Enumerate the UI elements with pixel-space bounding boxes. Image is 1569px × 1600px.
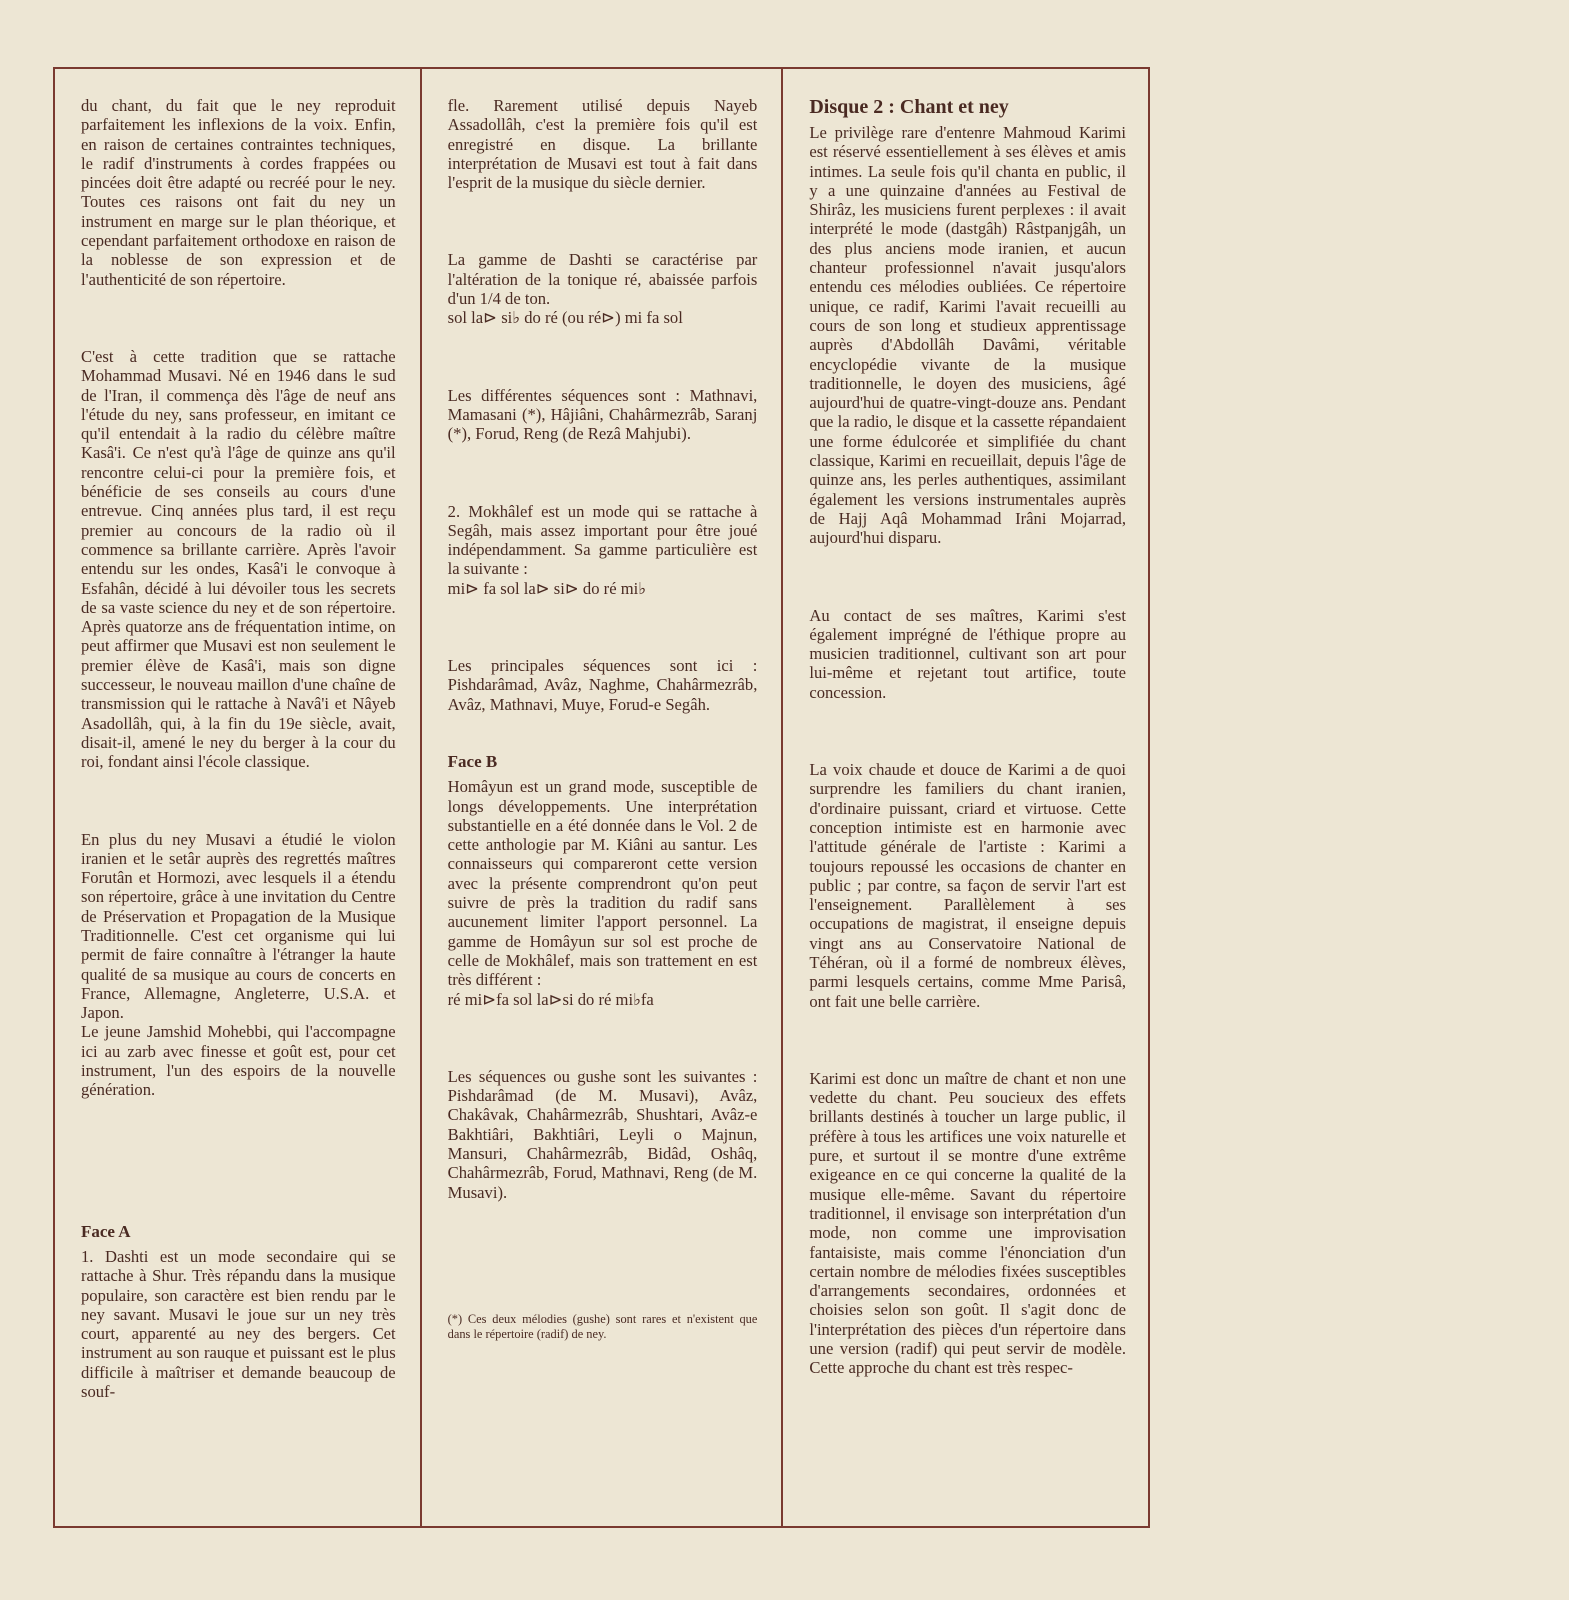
scale-notation: ré mi⊳fa sol la⊳si do ré mi♭fa xyxy=(447,989,654,1009)
paragraph: Les différentes séquences sont : Mathnavi, Mamasani (*), Hâjiâni, Chahârmezrâb, Saranj (*), Forud, Reng (de Rezâ Mahjubi). xyxy=(447,385,758,444)
column-1 xyxy=(55,69,422,1526)
paragraph: Le jeune Jamshid Mohebbi, qui l'accompagne ici au zarb avec finesse et goût est, pour cet instrument, l'un des espoirs de la nouvelle génération. xyxy=(81,1022,396,1100)
page-frame xyxy=(53,67,1150,1528)
paragraph: 1. Dashti est un mode secondaire qui se rattache à Shur. Très répandu dans la musique populaire, son caractère est bien rendu par le ney savant. Musavi le joue sur un ney très court, apparenté au ney des bergers. Cet instrument au son rauque et puissant est le plus difficile à maîtriser et demande beaucoup de souf- xyxy=(81,1246,396,1402)
paragraph: Le privilège rare d'entenre Mahmoud Karimi est réservé essentiellement à ses élèves et amis intimes. La seule fois qu'il chanta en public, il y a une quinzaine d'années au Festival de Shirâz, les musiciens furent perplexes : il avait interprété le mode (dastgâh) Râstpanjgâh, un des plus anciens mode iranien, et aucun chanteur professionnel n'avait jusqu'alors entendu ces mélodies oubliées. Ce répertoire unique, ce radif, Karimi l'avait recueilli au cours de son long et studieux apprentissage auprès d'Abdollâh Davâmi, véritable encyclopédie vivante de la musique traditionnelle, le doyen des musiciens, âgé aujourd'hui de quatre-vingt-douze ans. Pendant que la radio, le disque et la cassette répandaient une forme édulcorée et simplifiée du chant classique, Karimi en recueillait, depuis l'âge de quinze ans, les perles authentiques, assimilant également les versions instrumentales auprès de Hajj Aqâ Mohammad Irâni Mojarrad, aujourd'hui disparu. xyxy=(809,123,1126,548)
section-heading-face-b: Face B xyxy=(447,751,498,771)
paragraph: En plus du ney Musavi a étudié le violon iranien et le setâr auprès des regrettés maîtres Forutân et Hormozi, avec lesquels il a étendu son répertoire, grâce à une invitation du Centre de Préservation et Propagation de la Musique Traditionnelle. C'est cet organisme qui lui permit de faire connaître à l'étranger la haute qualité de sa musique au cours de concerts en France, Allemagne, Angleterre, U.S.A. et Japon. xyxy=(81,829,396,1023)
paragraph: fle. Rarement utilisé depuis Nayeb Assadollâh, c'est la première fois qu'il est enregistré en disque. La brillante interprétation de Musavi est tout à fait dans l'esprit de la musique du siècle dernier. xyxy=(447,96,758,193)
section-title: Disque 2 : Chant et ney xyxy=(809,96,1009,118)
footnote: (*) Ces deux mélodies (gushe) sont rares et n'existent que dans le répertoire (radif) de ney. xyxy=(447,1311,758,1341)
paragraph: Homâyun est un grand mode, susceptible de longs développements. Une interprétation substantielle en a été donnée dans le Vol. 2 de cette anthologie par M. Kiâni au santur. Les connaisseurs qui compareront cette version avec la présente comprendront qu'on peut suivre de près la tradition du radif sans aucunement limiter l'apport personnel. La gamme de Homâyun sur sol est proche de celle de Mokhâlef, mais son trattement en est très différent : xyxy=(447,777,758,990)
paragraph: du chant, du fait que le ney reproduit parfaitement les inflexions de la voix. Enfin, en raison de certaines contraintes techniques, le radif d'instruments à cordes frappées ou pincées doit être adapté ou recréé pour le ney. Toutes ces raisons ont fait du ney un instrument en marge sur le plan théorique, et cependant parfaitement orthodoxe en raison de la noblesse de son expression et de l'authenticité de son répertoire. xyxy=(81,96,396,289)
paragraph: C'est à cette tradition que se rattache Mohammad Musavi. Né en 1946 dans le sud de l'Iran, il commença dès l'âge de neuf ans l'étude du ney, sans professeur, en imitant ce qu'il entendait à la radio du célèbre maître Kasâ'i. Ce n'est qu'à l'âge de quinze ans qu'il rencontre celui-ci pour la première fois, et bénéficie de ses conseils au cours d'une entrevue. Cinq années plus tard, il est reçu premier au concours de la radio où il commence sa brillante carrière. Après l'avoir entendu sur les ondes, Kasâ'i le convoque à Esfahân, décidé à lui dévoiler tous les secrets de sa vaste science du ney et de son répertoire. Après quatorze ans de fréquentation intime, on peut affirmer que Musavi est non seulement le premier élève de Kasâ'i, mais son digne successeur, le nouveau maillon d'une chaîne de transmission qui le rattache à Navâ'i et Nâyeb Asadollâh, qui, à la fin du 19e siècle, avait, disait-il, amené le ney du berger à la cour du roi, fondant ainsi l'école classique. xyxy=(81,346,396,772)
paragraph: Karimi est donc un maître de chant et non une vedette du chant. Peu soucieux des effets brillants destinés à toucher un large public, il préfère à tous les artifices une voix naturelle et pure, et surtout il se montre d'une extrême exigeance en ce qui concerne la qualité de la musique elle-même. Savant du répertoire traditionnel, il envisage son interprétation d'un mode, non comme une improvisation fantaisiste, mais comme l'énonciation d'un certain nombre de mélodies fixées susceptibles d'arrangements secondaires, ordonnées et choisies selon son goût. Il s'agit donc de l'interprétation des pièces d'un répertoire dans une version (radif) qui peut servir de modèle. Cette approche du chant est très respec- xyxy=(809,1068,1126,1378)
column-3 xyxy=(783,69,1148,1526)
paragraph: La voix chaude et douce de Karimi a de quoi surprendre les familiers du chant iranien, d'ordinaire puissant, criard et virtuose. Cette conception intimiste est en harmonie avec l'attitude générale de l'artiste : Karimi a toujours repoussé les occasions de chanter en public ; par contre, sa façon de servir l'art est l'enseignement. Parallèlement à ses occupations de magistrat, il enseigne depuis vingt ans au Conservatoire National de Téhéran, où il a formé de nombreux élèves, parmi lesquels certains, comme Mme Parisâ, ont fait une belle carrière. xyxy=(809,760,1126,1011)
section-heading-face-a: Face A xyxy=(81,1221,131,1241)
paragraph: Les séquences ou gushe sont les suivantes : Pishdarâmad (de M. Musavi), Avâz, Chakâvak, Chahârmezrâb, Shushtari, Avâz-e Bakhtiâri, Bakhtiâri, Leyli o Majnun, Mansuri, Chahârmezrâb, Bidâd, Oshâq, Chahârmezrâb, Forud, Mathnavi, Reng (de M. Musavi). xyxy=(447,1066,758,1202)
scale-notation: mi⊳ fa sol la⊳ si⊳ do ré mi♭ xyxy=(447,578,647,598)
paragraph: Au contact de ses maîtres, Karimi s'est également imprégné de l'éthique propre au musicien traditionnel, cultivant son art pour lui-même et rejetant tout artifice, toute concession. xyxy=(809,605,1126,702)
column-2 xyxy=(422,69,784,1526)
paragraph: Les principales séquences sont ici : Pishdarâmad, Avâz, Naghme, Chahârmezrâb, Avâz, Mathnavi, Muye, Forud-e Segâh. xyxy=(447,656,758,714)
paragraph: La gamme de Dashti se caractérise par l'altération de la tonique ré, abaissée parfois d'un 1/4 de ton. xyxy=(447,250,758,309)
paragraph: 2. Mokhâlef est un mode qui se rattache à Segâh, mais assez important pour être joué indépendamment. Sa gamme particulière est la suivante : xyxy=(447,501,758,579)
scale-notation: sol la⊳ si♭ do ré (ou ré⊳) mi fa sol xyxy=(447,308,683,328)
